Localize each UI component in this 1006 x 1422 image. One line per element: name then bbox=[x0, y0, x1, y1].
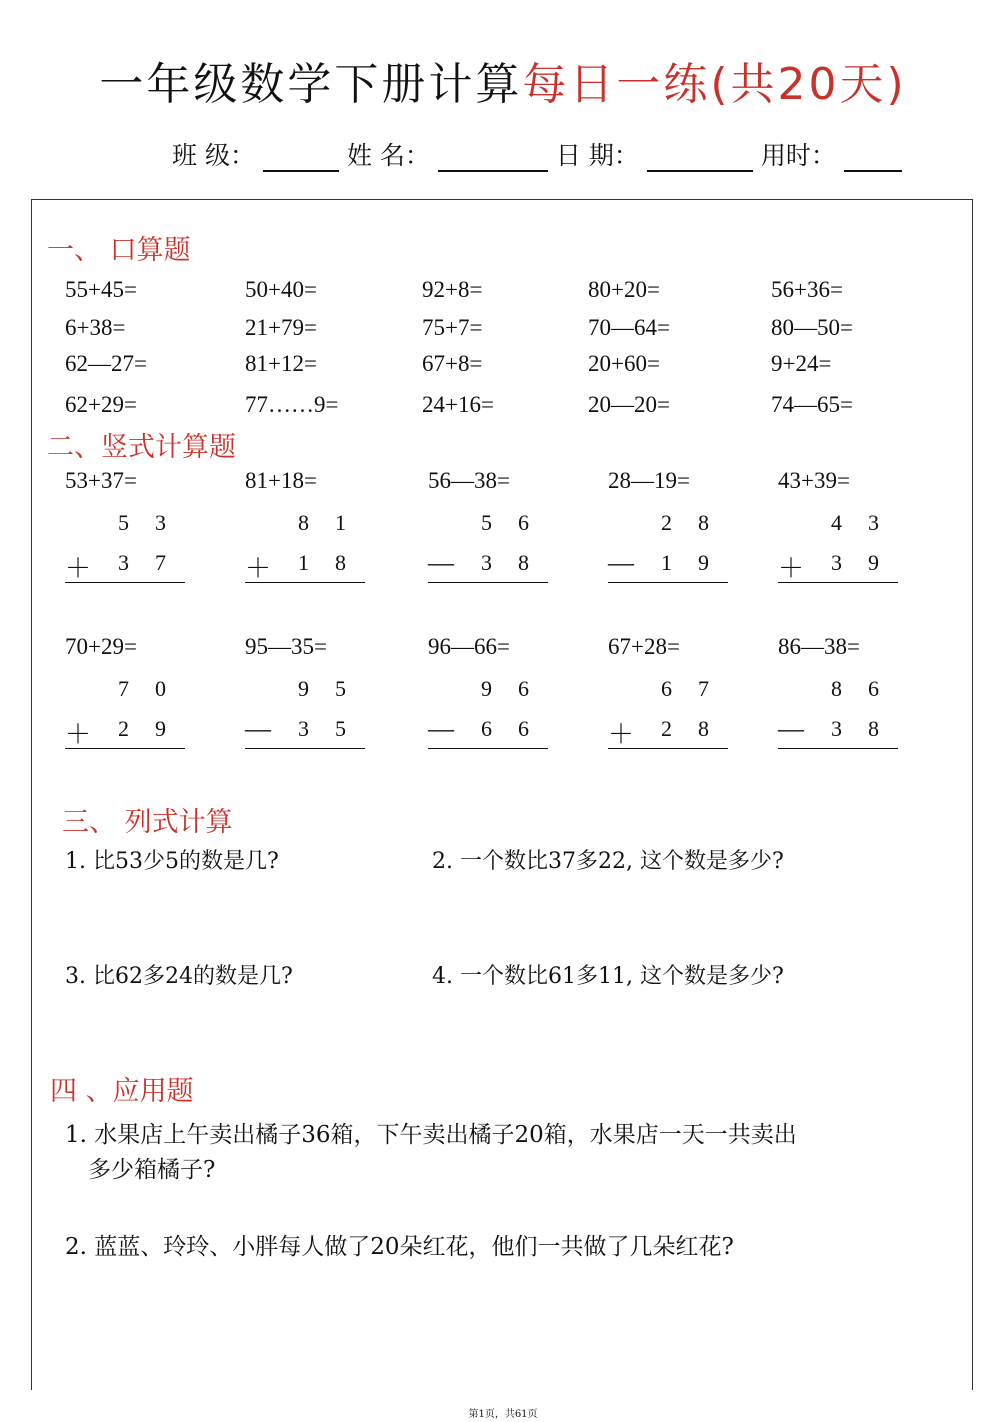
digit-bottom-tens: 2 bbox=[661, 716, 672, 741]
digit-top-ones: 6 bbox=[518, 510, 529, 535]
digit-top-tens: 5 bbox=[118, 510, 129, 535]
vertical-equation: 28—19= bbox=[608, 468, 690, 493]
digit-top-tens: 9 bbox=[298, 676, 309, 701]
vertical-equation: 53+37= bbox=[65, 468, 137, 493]
digit-bottom-tens: 3 bbox=[118, 550, 129, 575]
vertical-equation: 43+39= bbox=[778, 468, 850, 493]
application-problem-1: 1. 水果店上午卖出橘子36箱，下午卖出橘子20箱，水果店一天一共卖出 bbox=[65, 1122, 797, 1148]
sum-line bbox=[778, 582, 898, 583]
digit-top-ones: 8 bbox=[698, 510, 709, 535]
name-field[interactable] bbox=[438, 144, 548, 172]
digit-top-tens: 8 bbox=[831, 676, 842, 701]
class-label: 班 级： bbox=[172, 141, 255, 170]
operator: — bbox=[428, 714, 454, 743]
digit-bottom-ones: 8 bbox=[518, 550, 529, 575]
digit-top-ones: 3 bbox=[155, 510, 166, 535]
application-problem-1-cont: 多少箱橘子? bbox=[88, 1157, 216, 1183]
word-problem: 3. 比62多24的数是几? bbox=[65, 964, 293, 989]
digit-bottom-ones: 8 bbox=[698, 716, 709, 741]
oral-problem: 56+36= bbox=[771, 277, 843, 302]
digit-bottom-tens: 3 bbox=[298, 716, 309, 741]
title-highlight: 每日一练(共20天) bbox=[522, 59, 907, 110]
operator: — bbox=[428, 548, 454, 577]
digit-top-tens: 4 bbox=[831, 510, 842, 535]
digit-bottom-tens: 6 bbox=[481, 716, 492, 741]
oral-problem: 50+40= bbox=[245, 277, 317, 302]
oral-problem: 20—20= bbox=[588, 392, 670, 417]
word-problem: 4. 一个数比61多11, 这个数是多少? bbox=[432, 964, 784, 989]
sum-line bbox=[65, 748, 185, 749]
sum-line bbox=[245, 748, 365, 749]
section-vertical-heading: 二、竖式计算题 bbox=[47, 432, 236, 463]
date-field[interactable] bbox=[647, 144, 753, 172]
vertical-equation: 95—35= bbox=[245, 634, 327, 659]
section-application-heading: 四 、应用题 bbox=[50, 1076, 194, 1107]
word-problem: 1. 比53少5的数是几? bbox=[65, 849, 279, 874]
operator: — bbox=[608, 548, 634, 577]
section-oral-heading: 一、 口算题 bbox=[47, 235, 191, 266]
digit-bottom-tens: 1 bbox=[661, 550, 672, 575]
digit-bottom-ones: 7 bbox=[155, 550, 166, 575]
sum-line bbox=[778, 748, 898, 749]
digit-bottom-ones: 5 bbox=[335, 716, 346, 741]
class-field[interactable] bbox=[263, 144, 339, 172]
operator: ＋ bbox=[65, 720, 92, 749]
digit-bottom-ones: 9 bbox=[698, 550, 709, 575]
oral-problem: 9+24= bbox=[771, 351, 832, 376]
digit-bottom-ones: 8 bbox=[868, 716, 879, 741]
sum-line bbox=[428, 748, 548, 749]
oral-problem: 80—50= bbox=[771, 315, 853, 340]
vertical-equation: 96—66= bbox=[428, 634, 510, 659]
time-label: 用时： bbox=[760, 141, 836, 170]
section-word-heading: 三、 列式计算 bbox=[62, 807, 233, 838]
oral-problem: 77……9= bbox=[245, 392, 339, 417]
digit-top-ones: 5 bbox=[335, 676, 346, 701]
digit-bottom-ones: 9 bbox=[868, 550, 879, 575]
oral-problem: 67+8= bbox=[422, 351, 483, 376]
page-footer: 第1页，共61页 bbox=[468, 1409, 538, 1420]
operator: ＋ bbox=[65, 554, 92, 583]
digit-top-ones: 0 bbox=[155, 676, 166, 701]
application-problem-2: 2. 蓝蓝、玲玲、小胖每人做了20朵红花，他们一共做了几朵红花? bbox=[65, 1234, 734, 1260]
vertical-equation: 70+29= bbox=[65, 634, 137, 659]
date-label: 日 期： bbox=[555, 141, 639, 170]
operator: ＋ bbox=[608, 720, 635, 749]
digit-bottom-tens: 3 bbox=[831, 550, 842, 575]
operator: ＋ bbox=[778, 554, 805, 583]
digit-top-ones: 7 bbox=[698, 676, 709, 701]
title-main: 一年级数学下册计算 bbox=[99, 59, 523, 110]
digit-top-ones: 1 bbox=[335, 510, 346, 535]
oral-problem: 92+8= bbox=[422, 277, 483, 302]
digit-bottom-ones: 9 bbox=[155, 716, 166, 741]
digit-top-ones: 6 bbox=[518, 676, 529, 701]
digit-top-tens: 9 bbox=[481, 676, 492, 701]
oral-problem: 70—64= bbox=[588, 315, 670, 340]
digit-bottom-tens: 3 bbox=[481, 550, 492, 575]
sum-line bbox=[245, 582, 365, 583]
sum-line bbox=[65, 582, 185, 583]
oral-problem: 6+38= bbox=[65, 315, 126, 340]
oral-problem: 24+16= bbox=[422, 392, 494, 417]
sum-line bbox=[608, 582, 728, 583]
digit-top-tens: 2 bbox=[661, 510, 672, 535]
sum-line bbox=[608, 748, 728, 749]
operator: — bbox=[245, 714, 271, 743]
oral-problem: 74—65= bbox=[771, 392, 853, 417]
content-border bbox=[31, 199, 973, 1390]
time-field[interactable] bbox=[844, 144, 902, 172]
oral-problem: 62—27= bbox=[65, 351, 147, 376]
oral-problem: 81+12= bbox=[245, 351, 317, 376]
digit-bottom-tens: 2 bbox=[118, 716, 129, 741]
digit-bottom-tens: 1 bbox=[298, 550, 309, 575]
digit-top-tens: 7 bbox=[118, 676, 129, 701]
digit-bottom-ones: 6 bbox=[518, 716, 529, 741]
name-label: 姓 名： bbox=[346, 141, 430, 170]
oral-problem: 80+20= bbox=[588, 277, 660, 302]
oral-problem: 62+29= bbox=[65, 392, 137, 417]
operator: ＋ bbox=[245, 554, 272, 583]
oral-problem: 55+45= bbox=[65, 277, 137, 302]
vertical-equation: 86—38= bbox=[778, 634, 860, 659]
oral-problem: 20+60= bbox=[588, 351, 660, 376]
sum-line bbox=[428, 582, 548, 583]
vertical-equation: 67+28= bbox=[608, 634, 680, 659]
operator: — bbox=[778, 714, 804, 743]
digit-top-ones: 3 bbox=[868, 510, 879, 535]
vertical-equation: 81+18= bbox=[245, 468, 317, 493]
info-line bbox=[172, 136, 910, 172]
vertical-equation: 56—38= bbox=[428, 468, 510, 493]
oral-problem: 75+7= bbox=[422, 315, 483, 340]
digit-top-tens: 8 bbox=[298, 510, 309, 535]
digit-top-tens: 6 bbox=[661, 676, 672, 701]
digit-top-ones: 6 bbox=[868, 676, 879, 701]
word-problem: 2. 一个数比37多22, 这个数是多少? bbox=[432, 849, 784, 874]
digit-bottom-tens: 3 bbox=[831, 716, 842, 741]
oral-problem: 21+79= bbox=[245, 315, 317, 340]
page-title bbox=[0, 48, 1006, 112]
digit-bottom-ones: 8 bbox=[335, 550, 346, 575]
digit-top-tens: 5 bbox=[481, 510, 492, 535]
